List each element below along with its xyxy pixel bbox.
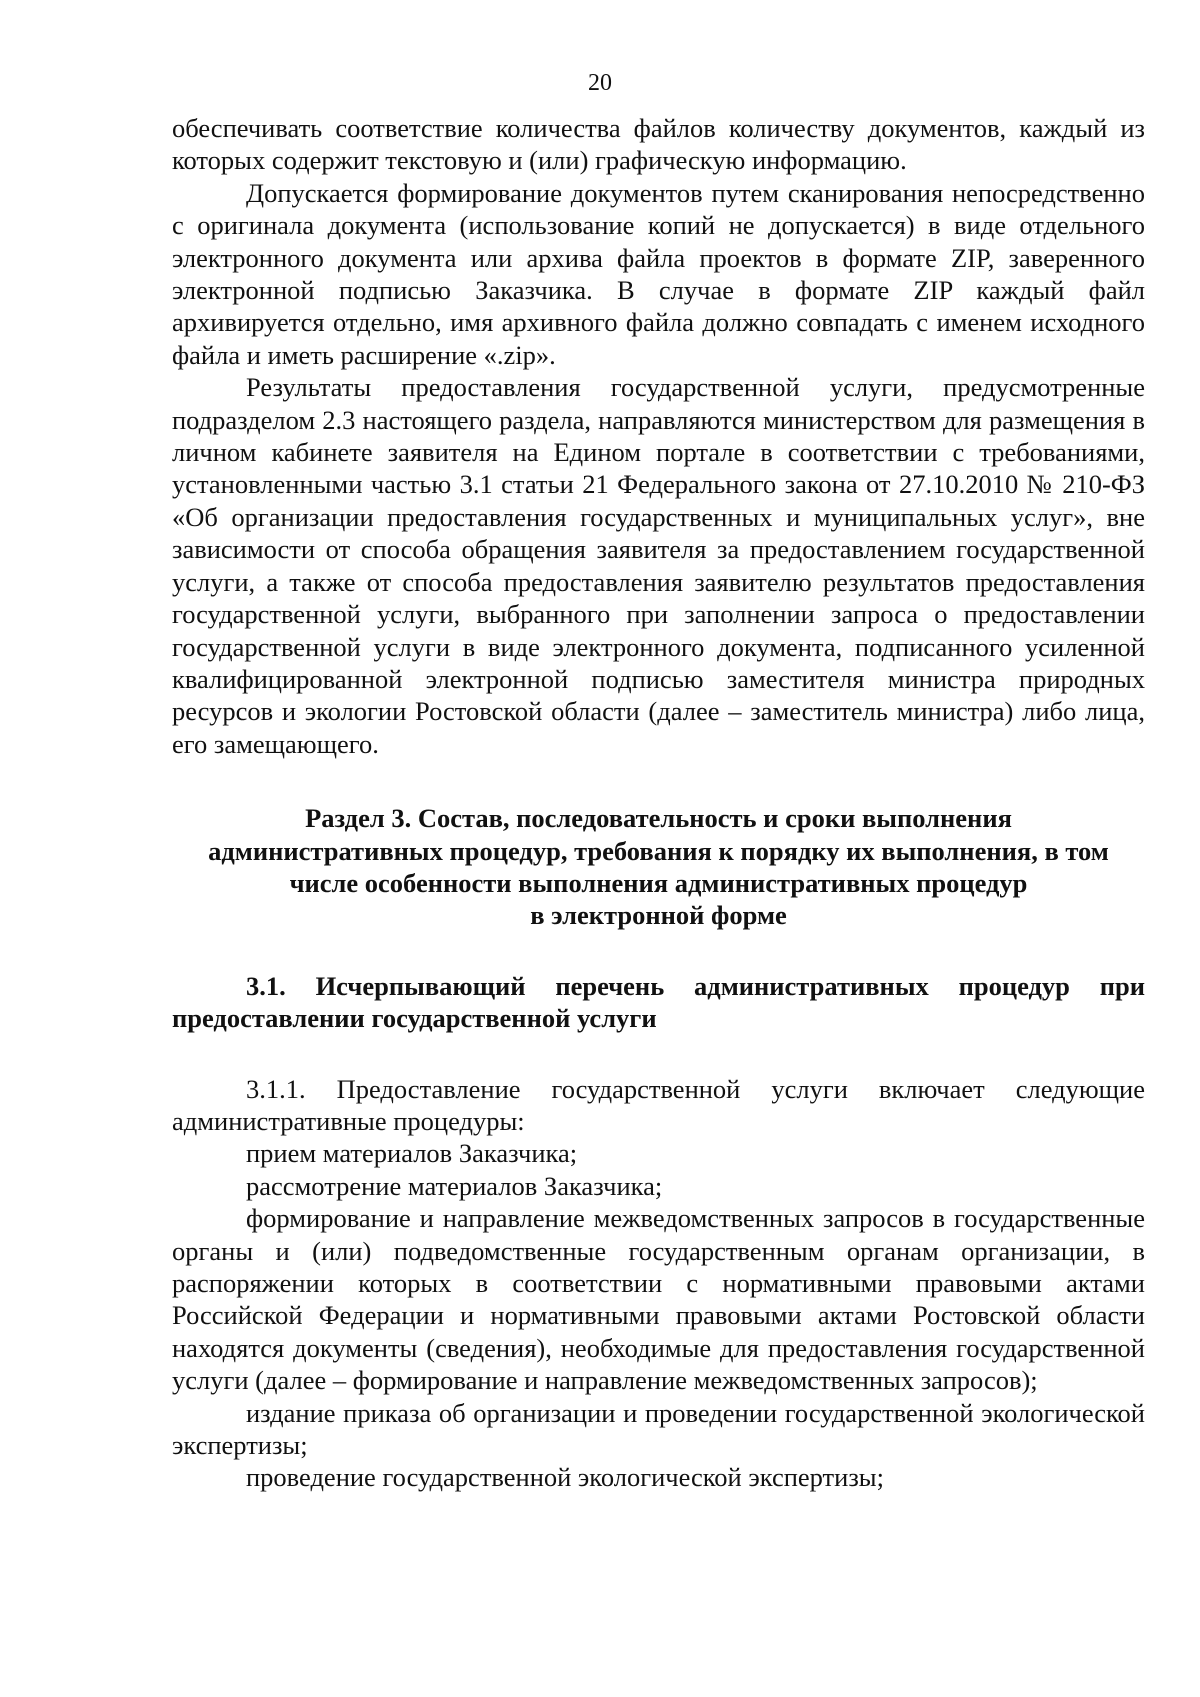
- document-body: [172, 112, 1145, 1494]
- list-item: прием материалов Заказчика;: [246, 1138, 578, 1169]
- list-item: рассмотрение материалов Заказчика;: [246, 1170, 663, 1201]
- paragraph-procedures-intro: 3.1.1. Предоставление государственной услуги включает следующие административные процедуры:: [172, 1073, 1145, 1136]
- paragraph-scanning: Допускается формирование документов путем сканирования непосредственно с оригинала документа (использование копий не допускается) в виде отдельного электронного документа или архива файла проектов в формате ZIP, заверенного электронной подписью Заказчика. В случае в формате ZIP каждый файл архивируется отдельно, имя архивного файла должно совпадать с именем исходного файла и иметь расширение «.zip».: [172, 177, 1145, 370]
- section-heading-line: в электронной форме: [530, 900, 787, 931]
- paragraph-results: Результаты предоставления государственной услуги, предусмотренные подразделом 2.3 настоящего раздела, направляются министерством для размещения в личном кабинете заявителя на Едином портале в соответствии с требованиями, установленными частью 3.1 статьи 21 Федерального закона от 27.10.2010 № 210-ФЗ «Об организации предоставления государственных и муниципальных услуг», вне зависимости от способа обращения заявителя за предоставлением государственной услуги, а также от способа предоставления заявителю результатов предоставления государственной услуги, выбранного при заполнении запроса о предоставлении государственной услуги в виде электронного документа, подписанного усиленной квалифицированной электронной подписью заместителя министра природных ресурсов и экологии Ростовской области (далее – заместитель министра) либо лица, его замещающего.: [172, 372, 1145, 759]
- paragraph-files-count: обеспечивать соответствие количества файлов количеству документов, каждый из которых содержит текстовую и (или) графическую информацию.: [172, 113, 1145, 176]
- section-heading-line: Раздел 3. Состав, последовательность и сроки выполнения: [305, 803, 1012, 834]
- section-heading-line: числе особенности выполнения административных процедур: [289, 867, 1028, 898]
- list-item: издание приказа об организации и проведении государственной экологической экспертизы;: [172, 1397, 1145, 1461]
- section-heading: [172, 802, 1145, 932]
- list-item: формирование и направление межведомственных запросов в государственные органы и (или) подведомственные государственным органам организации, в распоряжении которых в соответствии с нормативными правовыми актами Российской Федерации и нормативными правовыми актами Ростовской области находятся документы (сведения), необходимые для предоставления государственной услуги (далее – формирование и направление межведомственных запросов);: [172, 1203, 1145, 1396]
- page-number: 20: [588, 70, 612, 96]
- section-heading-line: административных процедур, требования к порядку их выполнения, в том: [208, 835, 1109, 866]
- list-item: проведение государственной экологической экспертизы;: [246, 1462, 884, 1493]
- subsection-heading: 3.1. Исчерпывающий перечень административных процедур при предоставлении государственной услуги: [172, 970, 1145, 1034]
